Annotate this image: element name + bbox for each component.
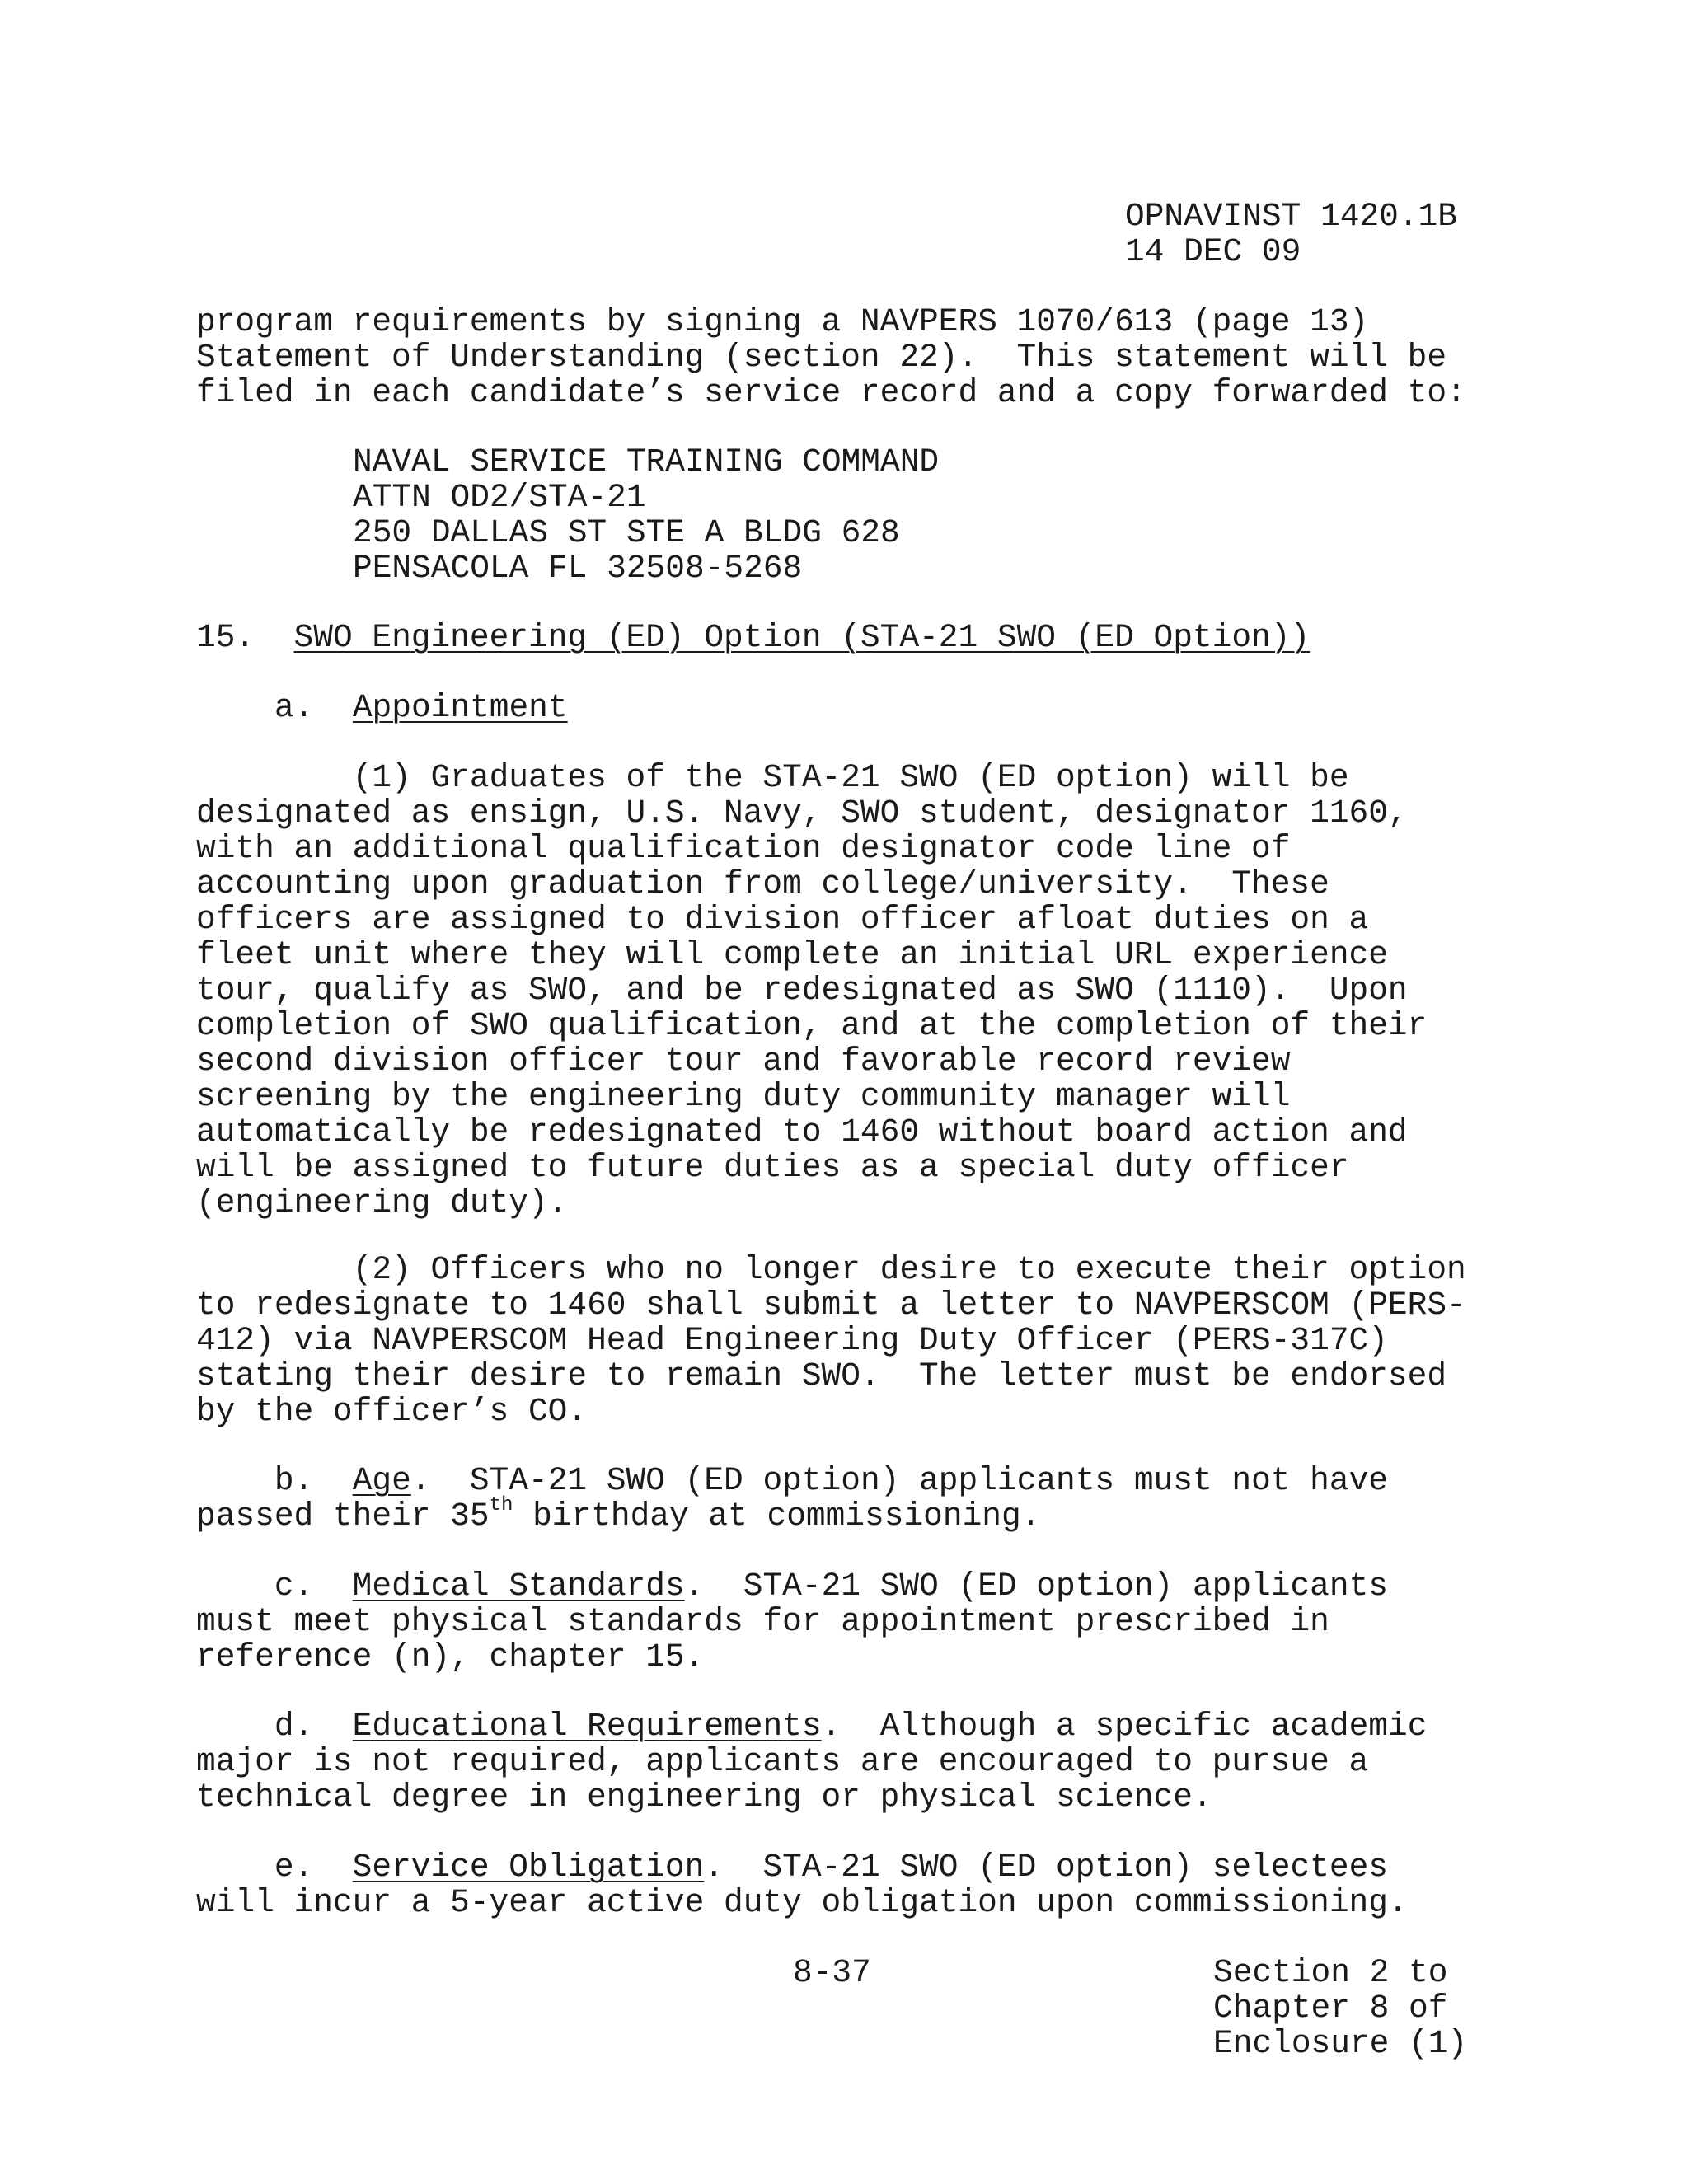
footer-line: Chapter 8 of xyxy=(1213,1990,1448,2027)
para-letter: e. xyxy=(274,1849,314,1886)
para-text: . STA-21 SWO (ED option) selectees xyxy=(704,1849,1388,1886)
footer-location xyxy=(1213,1955,1467,2061)
para-line: screening by the engineering duty community manager will xyxy=(196,1078,1291,1115)
address-line: ATTN OD2/STA-21 xyxy=(353,479,646,516)
para-line: reference (n), chapter 15. xyxy=(196,1638,705,1675)
section-title: SWO Engineering (ED) Option (STA-21 SWO (ED Option)) xyxy=(293,619,1311,656)
mailing-address xyxy=(353,444,939,586)
para-line: accounting upon graduation from college/university. These xyxy=(196,865,1329,902)
para-line: by the officer’s CO. xyxy=(196,1393,588,1430)
section-number: 15. xyxy=(196,619,256,656)
para-line: (1) Graduates of the STA-21 SWO (ED option) will be xyxy=(352,759,1349,796)
para-text: . STA-21 SWO (ED option) applicants xyxy=(684,1568,1388,1605)
para-letter: a. xyxy=(274,689,314,726)
para-a-1 xyxy=(196,760,1427,1221)
para-text: birthday at commissioning. xyxy=(513,1497,1041,1535)
intro-line: Statement of Understanding (section 22). This statement will be xyxy=(196,339,1447,376)
para-line: officers are assigned to division officer afloat duties on a xyxy=(196,901,1369,938)
para-line: automatically be redesignated to 1460 without board action and xyxy=(196,1113,1408,1151)
intro-paragraph xyxy=(196,304,1466,410)
para-line: to redesignate to 1460 shall submit a letter to NAVPERSCOM (PERS- xyxy=(196,1286,1466,1324)
para-line: major is not required, applicants are encouraged to pursue a xyxy=(196,1743,1369,1780)
intro-line: filed in each candidate’s service record and a copy forwarded to: xyxy=(196,374,1466,411)
para-line: stating their desire to remain SWO. The letter must be endorsed xyxy=(196,1357,1447,1394)
address-line: NAVAL SERVICE TRAINING COMMAND xyxy=(353,443,940,480)
para-e xyxy=(196,1849,1408,1920)
para-line: fleet unit where they will complete an initial URL experience xyxy=(196,936,1388,973)
para-line: 412) via NAVPERSCOM Head Engineering Duty Officer (PERS-317C) xyxy=(196,1322,1388,1359)
para-title: Age xyxy=(352,1462,411,1499)
para-letter: d. xyxy=(274,1708,314,1745)
para-a-2 xyxy=(196,1252,1466,1429)
para-title: Service Obligation xyxy=(352,1849,705,1886)
doc-number: OPNAVINST 1420.1B xyxy=(1125,198,1457,235)
para-line: with an additional qualification designator code line of xyxy=(196,830,1291,867)
address-line: 250 DALLAS ST STE A BLDG 628 xyxy=(353,514,900,551)
section-15-heading xyxy=(196,620,1310,655)
para-c xyxy=(196,1568,1388,1675)
para-line: second division officer tour and favorable record review xyxy=(196,1043,1291,1080)
para-d xyxy=(196,1708,1427,1815)
para-line: designated as ensign, U.S. Navy, SWO student, designator 1160, xyxy=(196,794,1408,832)
para-title: Medical Standards xyxy=(352,1568,685,1605)
para-line: tour, qualify as SWO, and be redesignated as SWO (1110). Upon xyxy=(196,972,1408,1009)
para-text: passed their 35 xyxy=(196,1497,490,1535)
para-line: technical degree in engineering or physical science. xyxy=(196,1779,1212,1816)
para-line: (engineering duty). xyxy=(196,1184,568,1221)
para-b xyxy=(196,1463,1388,1534)
para-title: Appointment xyxy=(352,689,568,726)
footer-line: Enclosure (1) xyxy=(1213,2025,1468,2062)
para-title: Educational Requirements xyxy=(352,1708,822,1745)
address-line: PENSACOLA FL 32508-5268 xyxy=(353,550,803,587)
para-text: . STA-21 SWO (ED option) applicants must not have xyxy=(410,1462,1388,1499)
page-number: 8-37 xyxy=(793,1954,871,1991)
para-line: must meet physical standards for appointment prescribed in xyxy=(196,1603,1329,1640)
footer-line: Section 2 to xyxy=(1213,1954,1448,1991)
document-header xyxy=(1125,199,1457,269)
ordinal-suffix: th xyxy=(489,1493,513,1516)
para-line: (2) Officers who no longer desire to execute their option xyxy=(352,1251,1466,1288)
para-line: will incur a 5-year active duty obligation upon commissioning. xyxy=(196,1884,1408,1921)
para-text: . Although a specific academic xyxy=(821,1708,1428,1745)
para-line: will be assigned to future duties as a special duty officer xyxy=(196,1149,1349,1186)
intro-line: program requirements by signing a NAVPERS 1070/613 (page 13) xyxy=(196,303,1369,340)
para-line: completion of SWO qualification, and at the completion of their xyxy=(196,1007,1428,1044)
doc-date: 14 DEC 09 xyxy=(1125,233,1301,270)
para-a-heading xyxy=(274,690,568,725)
para-letter: c. xyxy=(274,1568,314,1605)
para-letter: b. xyxy=(274,1462,314,1499)
